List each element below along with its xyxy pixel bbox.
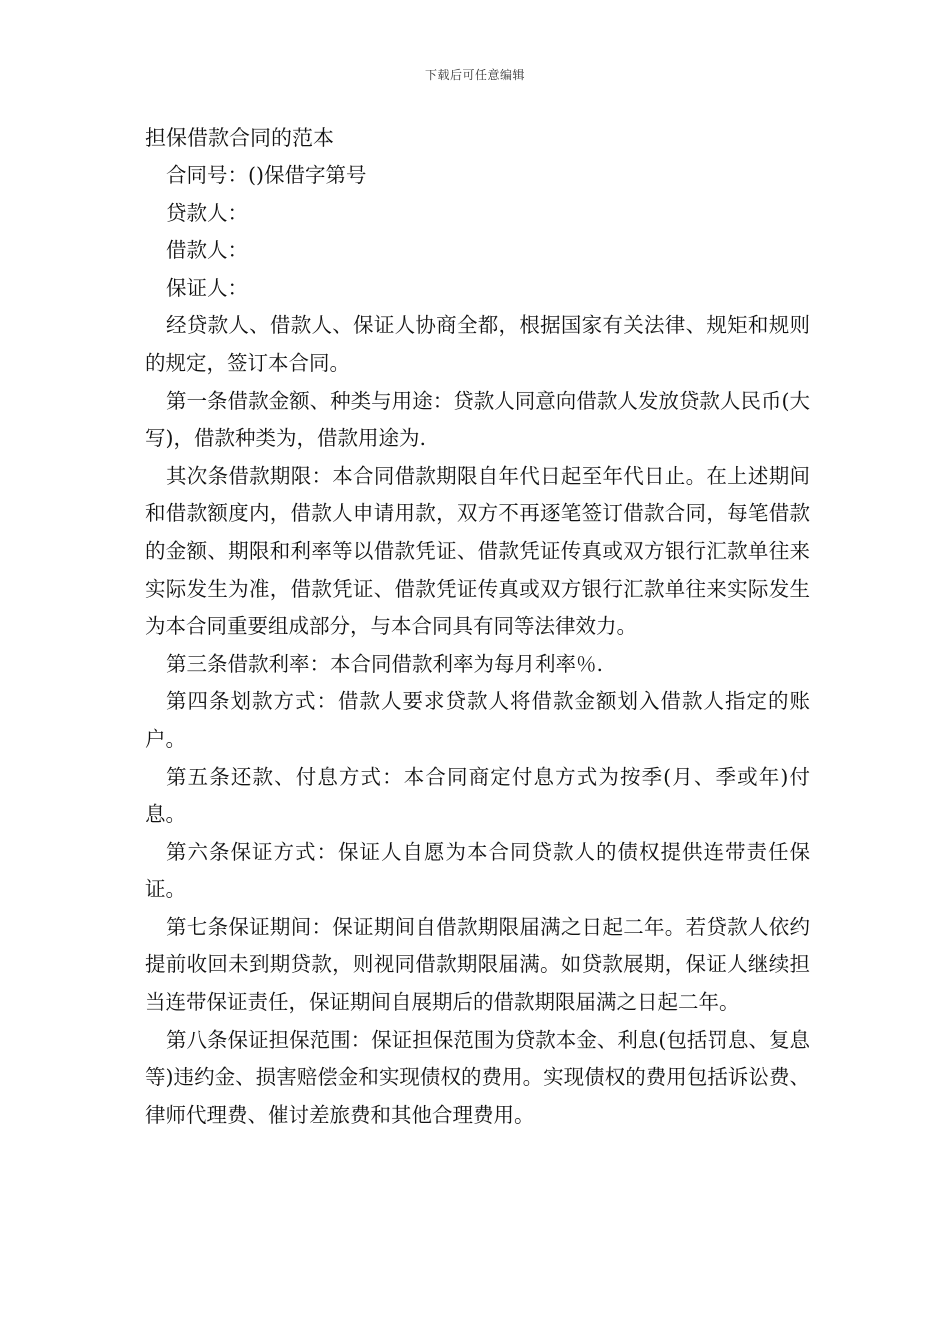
contract-number: 合同号：()保借字第号 bbox=[166, 163, 367, 187]
guarantor-line: 保证人： bbox=[166, 275, 248, 300]
lender-line: 贷款人： bbox=[166, 200, 248, 225]
article-3-paragraph: 第三条借款利率：本合同借款利率为每月利率％. bbox=[166, 651, 604, 676]
article-5-paragraph: 第五条还款、付息方式：本合同商定付息方式为按季(月、季或年)付息。 bbox=[145, 764, 810, 827]
document-body bbox=[145, 120, 810, 1134]
article-1-paragraph: 第一条借款金额、种类与用途：贷款人同意向借款人发放贷款人民币(大写)，借款种类为，借款用途为. bbox=[145, 388, 810, 451]
preamble-paragraph: 经贷款人、借款人、保证人协商全都，根据国家有关法律、规矩和规则的规定，签订本合同。 bbox=[145, 313, 810, 375]
article-7-paragraph: 第七条保证期间：保证期间自借款期限届满之日起二年。若贷款人依约提前收回未到期贷款，则视同借款期限届满。如贷款展期，保证人继续担当连带保证责任，保证期间自展期后的借款期限届满之日起二年。 bbox=[145, 914, 810, 1015]
article-8-paragraph: 第八条保证担保范围：保证担保范围为贷款本金、利息(包括罚息、复息等)违约金、损害赔偿金和实现债权的费用。实现债权的费用包括诉讼费、律师代理费、催讨差旅费和其他合理费用。 bbox=[145, 1027, 810, 1127]
borrower-line: 借款人： bbox=[166, 238, 248, 263]
article-4-paragraph: 第四条划款方式：借款人要求贷款人将借款金额划入借款人指定的账户。 bbox=[145, 689, 810, 751]
header-note: 下载后可任意编辑 bbox=[424, 68, 525, 82]
document-title: 担保借款合同的范本 bbox=[145, 126, 334, 150]
article-6-paragraph: 第六条保证方式：保证人自愿为本合同贷款人的债权提供连带责任保证。 bbox=[145, 839, 810, 902]
article-2-paragraph: 其次条借款期限：本合同借款期限自年代日起至年代日止。在上述期间和借款额度内，借款人申请用款，双方不再逐笔签订借款合同，每笔借款的金额、期限和利率等以借款凭证、借款凭证传真或双方银行汇款单往来实际发生为准，借款凭证、借款凭证传真或双方银行汇款单往来实际发生为本合同重要组成部分，与本合同具有同等法律效力。 bbox=[145, 463, 810, 639]
